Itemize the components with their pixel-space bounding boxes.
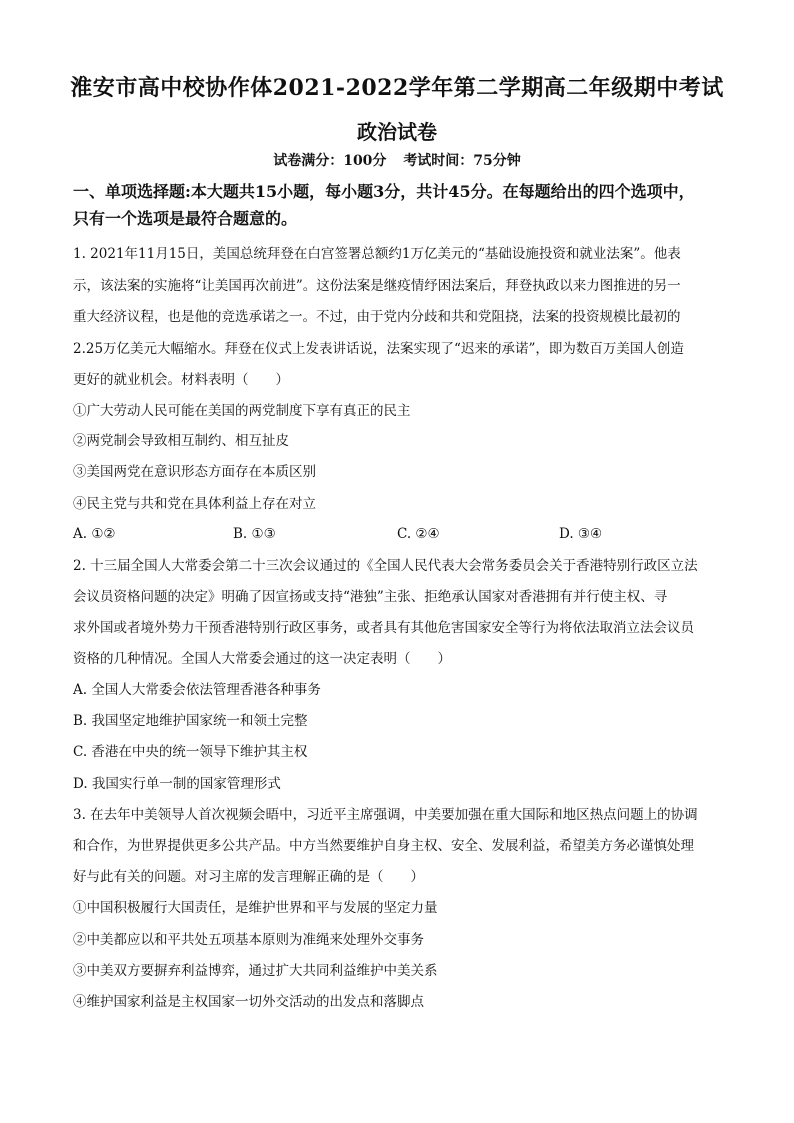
q2-stem-line: 会议员资格问题的决定》明确了因宣扬或支持“港独”主张、拒绝承认国家对香港拥有并行使主权、寻 [73,589,668,605]
q3-statement: ①中国积极履行大国责任，是维护世界和平与发展的坚定力量 [73,900,438,916]
q2-option-a: A. 全国人大常委会依法管理香港各种事务 [73,682,321,698]
q1-stem-line: 示，该法案的实施将“让美国再次前进”。这份法案是继疫情纾困法案后，拜登执政以来力图推进的另一 [73,278,681,294]
q3-stem-line: 好与此有关的问题。对习主席的发言理解正确的是（ ） [73,869,424,885]
section-heading-line: 只有一个选项是最符合题意的。 [73,209,298,228]
q1-option-b: B. ①③ [233,526,276,542]
section-heading [73,178,733,232]
q1-statement: ②两党制会导致相互制约、相互扯皮 [73,433,289,449]
exam-title: 淮安市高中校协作体2021-2022学年第二学期高二年级期中考试 [70,75,724,101]
section-heading-line: 一、单项选择题:本大题共15小题，每小题3分，共计45分。在每题给出的四个选项中， [73,182,695,201]
q1-option-a: A. ①② [73,526,116,542]
q1-statement: ③美国两党在意识形态方面存在本质区别 [73,464,316,480]
q2-option-c: C. 香港在中央的统一领导下维护其主权 [73,744,308,760]
q3-statement: ④维护国家利益是主权国家一切外交活动的出发点和落脚点 [73,994,424,1010]
q3-statement: ③中美双方要摒弃利益博弈，通过扩大共同利益维护中美关系 [73,963,438,979]
q2-option-b: B. 我国坚定地维护国家统一和领土完整 [73,713,308,729]
exam-subtitle: 政治试卷 [357,120,437,144]
q2-option-d: D. 我国实行单一制的国家管理形式 [73,776,281,792]
time-info: 考试时间：75分钟 [403,153,521,169]
q3-statement: ②中美都应以和平共处五项基本原则为准绳来处理外交事务 [73,932,424,948]
q1-option-c: C. ②④ [397,526,440,542]
q3-stem-line: 和合作，为世界提供更多公共产品。中方当然要维护自身主权、安全、发展利益，希望美方务必谨慎处理 [73,838,694,854]
q1-stem-line: 2.25万亿美元大幅缩水。拜登在仪式上发表讲话说，法案实现了“迟来的承诺”，即为数百万美国人创造 [73,341,684,357]
q1-stem-line: 1. 2021年11月15日，美国总统拜登在白宫签署总额约1万亿美元的“基础设施投资和就业法案”。他表 [73,246,681,262]
q2-stem-line: 2. 十三届全国人大常委会第二十三次会议通过的《全国人民代表大会常务委员会关于香港特别行政区立法 [73,558,698,574]
score-info: 试卷满分：100分 [273,153,387,169]
q1-stem-line: 重大经济议程，也是他的竞选承诺之一。不过，由于党内分歧和共和党阻挠，法案的投资规模比最初的 [73,309,681,325]
exam-info [0,150,794,170]
q1-stem-line: 更好的就业机会。材料表明（ ） [73,372,289,388]
q1-option-d: D. ③④ [559,526,603,542]
q2-stem-line: 求外国或者境外势力干预香港特别行政区事务，或者具有其他危害国家安全等行为将依法取消立法会议员 [73,620,694,636]
q1-statement: ①广大劳动人民可能在美国的两党制度下享有真正的民主 [73,403,411,419]
q1-statement: ④民主党与共和党在具体利益上存在对立 [73,496,316,512]
q3-stem-line: 3. 在去年中美领导人首次视频会晤中，习近平主席强调，中美要加强在重大国际和地区热点问题上的协调 [73,807,698,823]
q2-stem-line: 资格的几种情况。全国人大常委会通过的这一决定表明（ ） [73,651,451,667]
